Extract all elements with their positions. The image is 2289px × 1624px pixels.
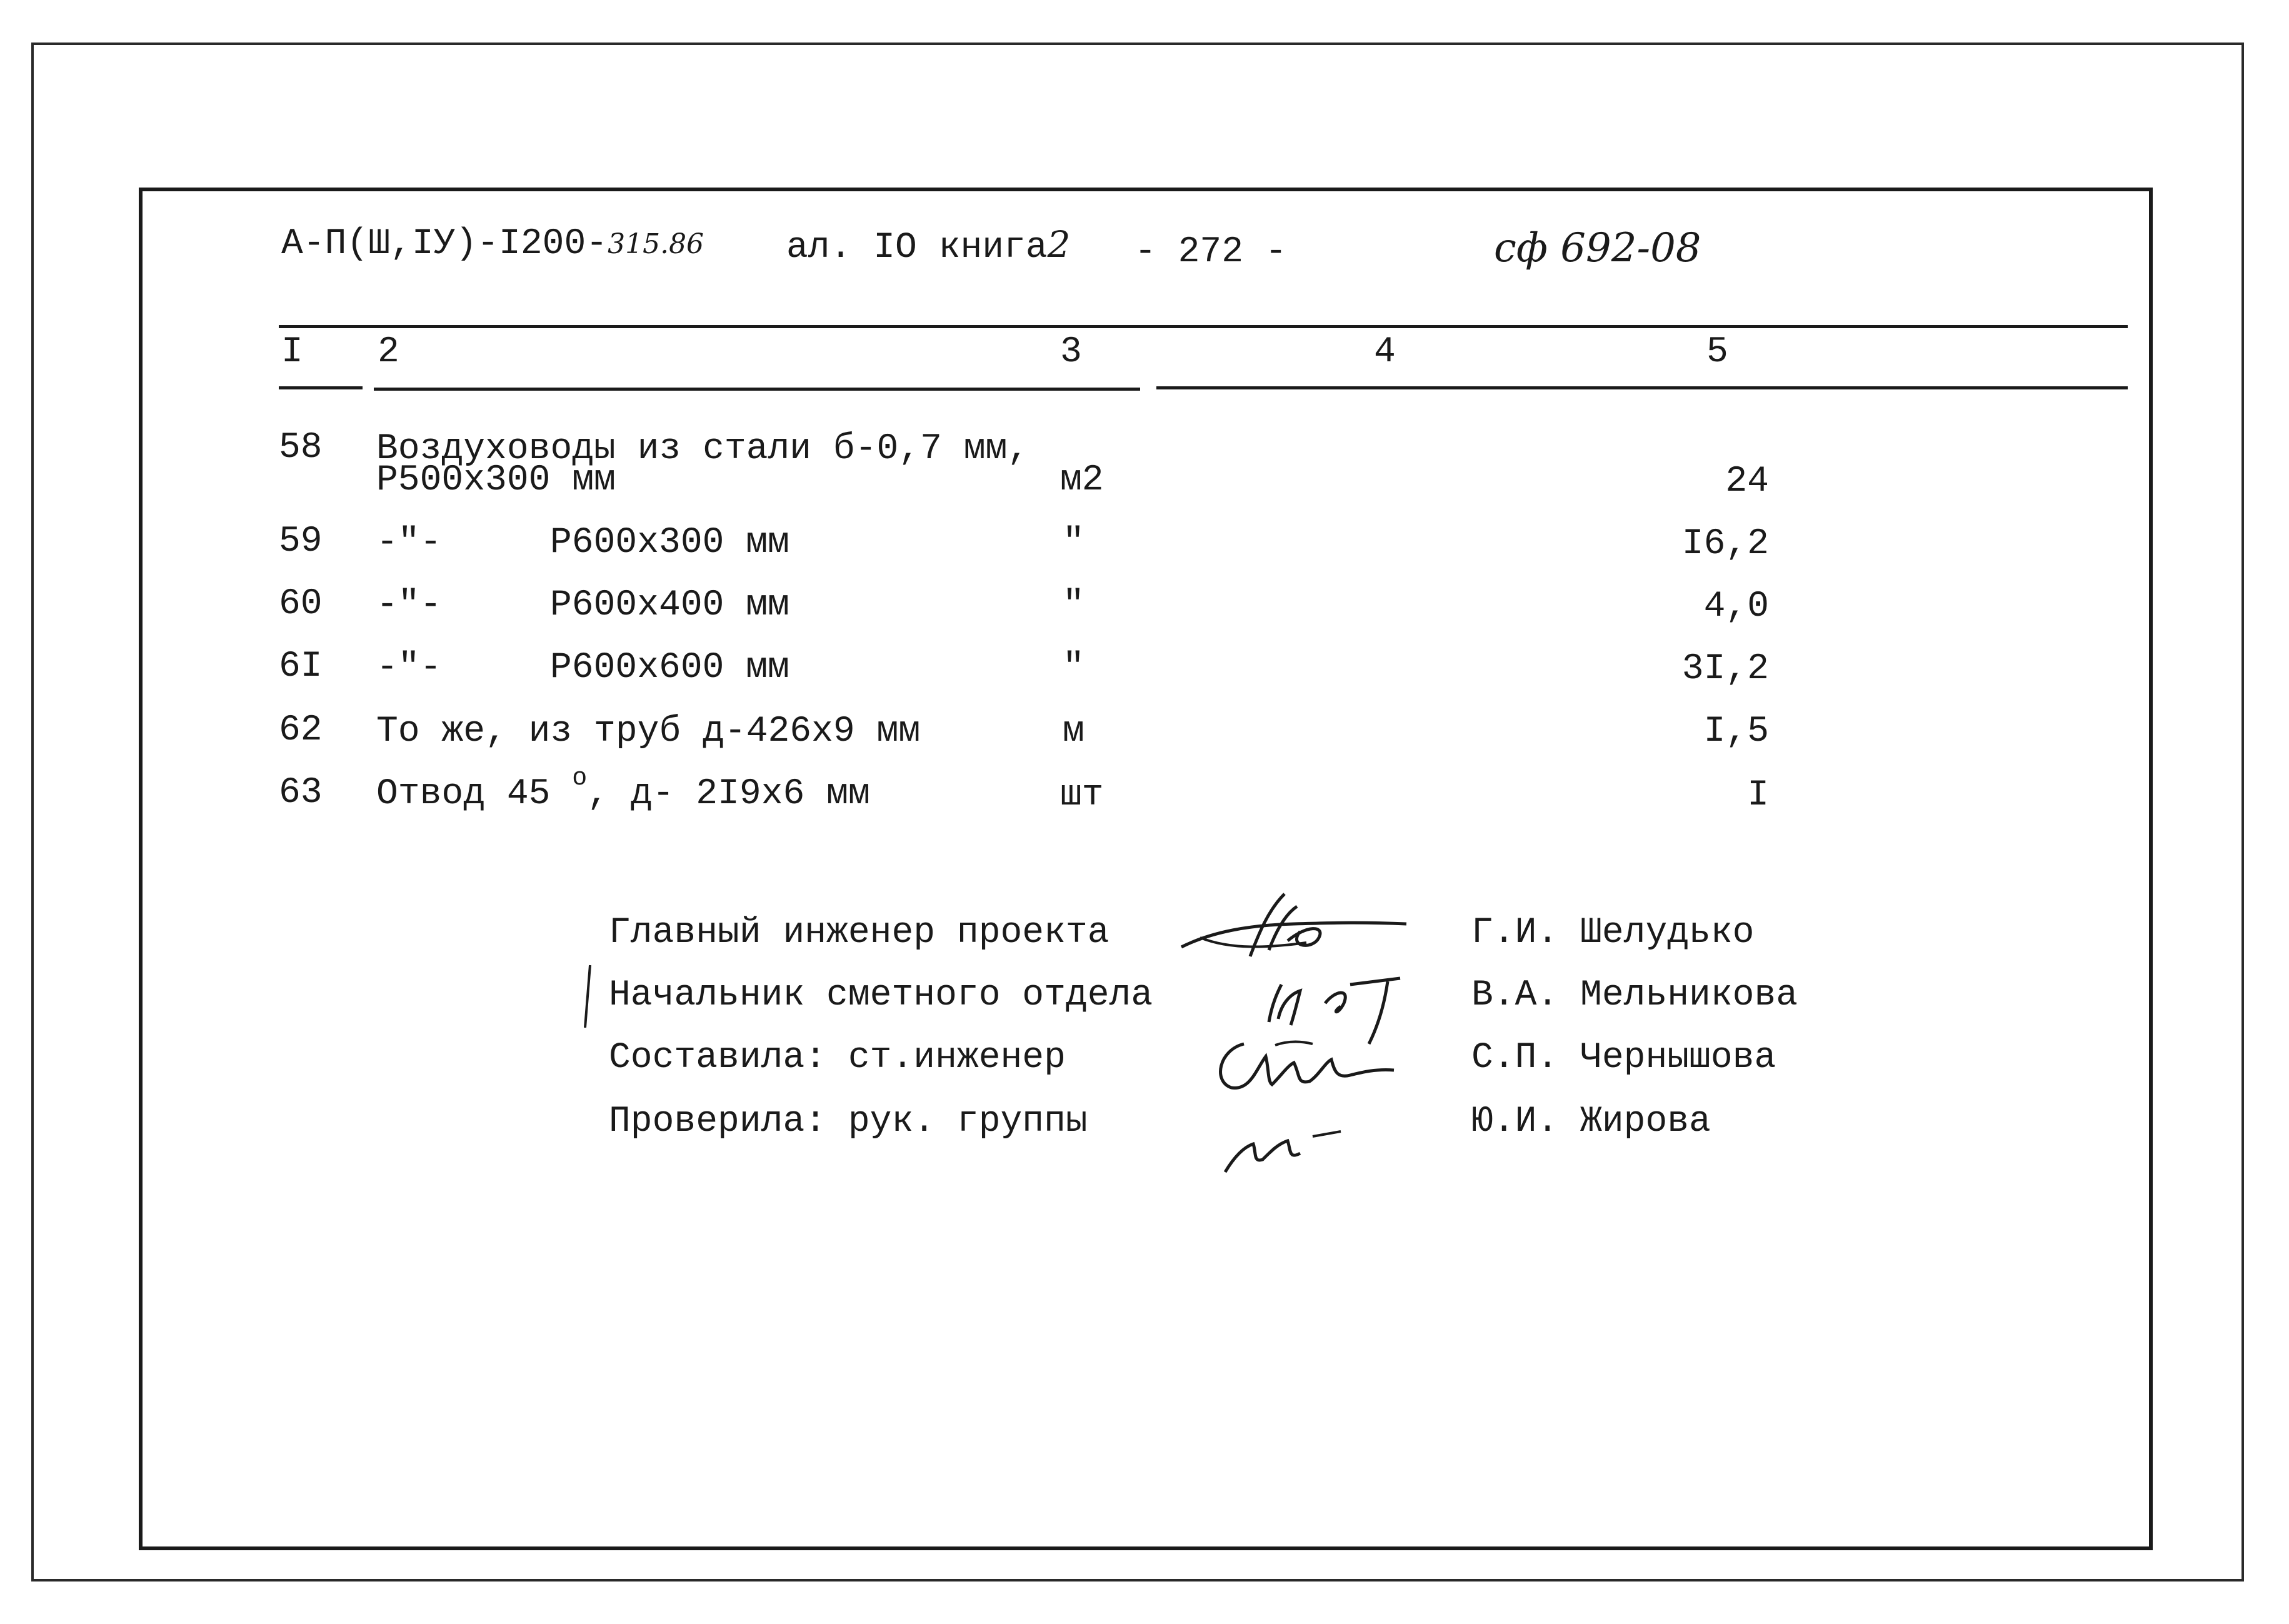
column-header-rule-2	[374, 388, 1140, 391]
project-code	[281, 226, 704, 263]
signature-role-4: Проверила: рук. группы	[609, 1101, 1088, 1142]
signature-role-1: Главный инженер проекта	[609, 913, 1109, 953]
column-header-rule-3	[1156, 386, 2128, 389]
page-number: - 272 -	[1134, 232, 1287, 273]
row-desc-59: -"-	[376, 523, 442, 563]
row-desc-60: -"-	[376, 585, 442, 626]
row-qty-61: 3I,2	[1681, 649, 1769, 689]
row-desc-63-main: Отвод 45	[376, 774, 573, 815]
row-num-62: 62	[279, 710, 323, 751]
row-desc-58: Воздуховоды из стали б-0,7 мм,	[376, 429, 1029, 469]
row-qty-59: I6,2	[1681, 524, 1769, 564]
album-label	[786, 223, 1071, 268]
row-unit-63: шт	[1060, 775, 1104, 816]
column-header-rule-1	[279, 386, 363, 389]
project-code-handwritten: 315.86	[608, 228, 704, 260]
row-size-61: Р600х600 мм	[550, 648, 789, 688]
document-frame	[139, 188, 2153, 1550]
row-unit-62: м	[1063, 711, 1084, 752]
row-desc-62: То же, из труб д-426х9 мм	[376, 711, 921, 752]
signature-role-2: Начальник сметного отдела	[609, 975, 1153, 1016]
row-unit-60: "	[1063, 585, 1084, 626]
row-desc-61: -"-	[376, 648, 442, 688]
row-qty-63: I	[1747, 775, 1769, 816]
signature-role-3: Составила: ст.инженер	[609, 1038, 1066, 1078]
row-size-60: Р600х400 мм	[550, 585, 789, 626]
row-qty-58: 24	[1725, 461, 1769, 502]
column-header-3: 3	[1060, 332, 1082, 373]
row-desc-63-tail: , д- 2I9х6 мм	[587, 774, 870, 815]
table-top-rule	[279, 325, 2128, 328]
album-book-number: 2	[1047, 223, 1071, 266]
row-desc-58-line2: Р500х300 мм	[376, 460, 616, 501]
margin-mark	[581, 963, 594, 1031]
row-num-61: 6I	[279, 646, 323, 687]
row-desc-63-degree: о	[572, 764, 588, 793]
signature-scribble-4	[1219, 1113, 1356, 1175]
album-text: ал. IO книга	[786, 228, 1048, 268]
signature-name-2: В.А. Мельникова	[1471, 975, 1798, 1016]
signature-name-3: С.П. Чернышова	[1471, 1038, 1776, 1078]
row-unit-61: "	[1063, 648, 1084, 688]
column-header-4: 4	[1374, 332, 1396, 373]
row-desc-63	[376, 764, 870, 815]
row-unit-58: м2	[1060, 460, 1104, 501]
archive-number: сф 692-08	[1494, 225, 1701, 271]
row-num-63: 63	[279, 773, 323, 813]
row-qty-62: I,5	[1703, 711, 1769, 752]
column-header-5: 5	[1706, 332, 1728, 373]
row-num-58: 58	[279, 428, 323, 468]
signature-scribble-1	[1175, 888, 1413, 975]
project-code-printed: А-П(Ш,IУ)-I200-	[281, 224, 608, 264]
row-qty-60: 4,0	[1703, 586, 1769, 627]
row-unit-59: "	[1063, 523, 1084, 563]
signature-name-4: Ю.И. Жирова	[1471, 1101, 1711, 1142]
row-num-60: 60	[279, 584, 323, 624]
signature-name-1: Г.И. Шелудько	[1471, 913, 1755, 953]
signature-scribble-3	[1206, 1031, 1406, 1100]
column-header-2: 2	[378, 332, 399, 373]
column-header-1: I	[281, 332, 303, 373]
row-num-59: 59	[279, 521, 323, 562]
row-size-59: Р600х300 мм	[550, 523, 789, 563]
